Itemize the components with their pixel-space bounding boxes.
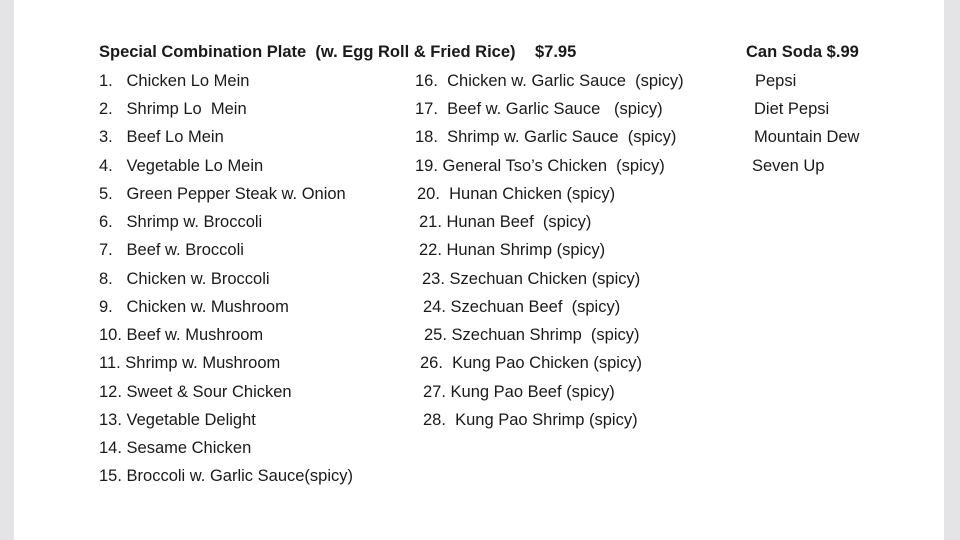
list-item: 16. Chicken w. Garlic Sauce (spicy) <box>415 72 684 90</box>
list-item: 12. Sweet & Sour Chicken <box>99 383 292 401</box>
soda-item: Diet Pepsi <box>754 100 830 118</box>
list-item: 5. Green Pepper Steak w. Onion <box>99 185 346 203</box>
list-item: 25. Szechuan Shrimp (spicy) <box>424 326 640 344</box>
list-item: 17. Beef w. Garlic Sauce (spicy) <box>415 100 663 118</box>
list-item: 27. Kung Pao Beef (spicy) <box>423 383 615 401</box>
list-item: 21. Hunan Beef (spicy) <box>419 213 592 231</box>
list-item: 10. Beef w. Mushroom <box>99 326 264 344</box>
list-item: 23. Szechuan Chicken (spicy) <box>422 270 641 288</box>
list-item: 15. Broccoli w. Garlic Sauce(spicy) <box>99 467 354 485</box>
soda-item: Mountain Dew <box>754 128 860 146</box>
list-item: 28. Kung Pao Shrimp (spicy) <box>423 411 638 429</box>
list-item: 4. Vegetable Lo Mein <box>99 157 264 175</box>
list-item: 8. Chicken w. Broccoli <box>99 270 270 288</box>
list-item: 14. Sesame Chicken <box>99 439 252 457</box>
list-item: 13. Vegetable Delight <box>99 411 256 429</box>
list-item: 6. Shrimp w. Broccoli <box>99 213 263 231</box>
list-item: 11. Shrimp w. Mushroom <box>99 354 281 372</box>
soda-item: Seven Up <box>752 157 825 175</box>
list-item: 24. Szechuan Beef (spicy) <box>423 298 621 316</box>
list-item: 2. Shrimp Lo Mein <box>99 100 247 118</box>
list-item: 19. General Tso’s Chicken (spicy) <box>415 157 665 175</box>
list-item: 9. Chicken w. Mushroom <box>99 298 289 316</box>
menu-title: Special Combination Plate (w. Egg Roll & Fried Rice) <box>99 43 516 61</box>
list-item: 1. Chicken Lo Mein <box>99 72 250 90</box>
soda-title: Can Soda $.99 <box>746 43 859 61</box>
menu-sheet <box>14 0 944 540</box>
list-item: 22. Hunan Shrimp (spicy) <box>419 241 606 259</box>
combo-price: $7.95 <box>535 43 577 61</box>
soda-item: Pepsi <box>755 72 797 90</box>
list-item: 26. Kung Pao Chicken (spicy) <box>420 354 642 372</box>
list-item: 20. Hunan Chicken (spicy) <box>417 185 616 203</box>
list-item: 18. Shrimp w. Garlic Sauce (spicy) <box>415 128 677 146</box>
list-item: 3. Beef Lo Mein <box>99 128 224 146</box>
list-item: 7. Beef w. Broccoli <box>99 241 244 259</box>
